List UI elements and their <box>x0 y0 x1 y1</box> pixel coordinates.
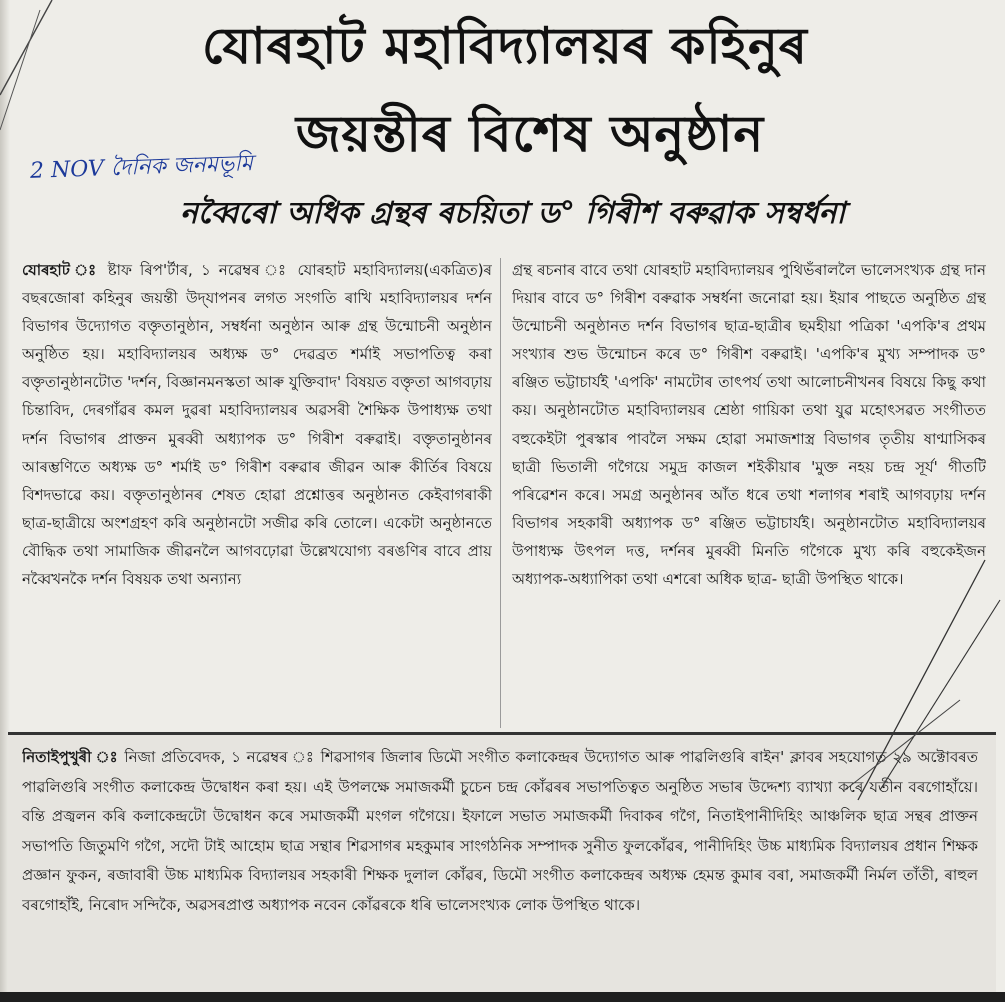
pen-stroke-right-1 <box>858 560 985 800</box>
article-left-body: ষ্টাফ ৰিপ'ৰ্টাৰ, ১ নৱেম্বৰ ঃ যোৰহাট মহাবিদ্যালয়(একত্ৰিত)ৰ বছৰজোৰা কহিনুৰ জয়ন্তী উদ্‌যাপনৰ লগত সংগতি ৰাখি মহাবিদ্যালয়ৰ দৰ্শন বিভাগৰ উদ্যোগত বক্তৃতানুষ্ঠান, সম্বৰ্ধনা অনুষ্ঠান আৰু গ্ৰন্থ উন্মোচনী অনুষ্ঠান অনুষ্ঠিত হয়। মহাবিদ্যালয়ৰ অধ্যক্ষ ড° দেৱব্ৰত শৰ্মাই সভাপতিত্ব কৰা বক্তৃতানুষ্ঠানটোত 'দৰ্শন, বিজ্ঞানমনস্কতা আৰু যুক্তিবাদ' বিষয়ত বক্তৃতা আগবঢ়ায় চিন্তাবিদ, দেৰগাঁৱৰ কমল দুৱৰা মহাবিদ্যালয়ৰ অৱসৰী শৈক্ষিক উপাধ্যক্ষ তথা দৰ্শন বিভাগৰ প্ৰাক্তন মুৰব্বী অধ্যাপক ড° গিৰীশ বৰুৱাই। বক্তৃতানুষ্ঠানৰ আৰম্ভণিতে অধ্যক্ষ ড° শৰ্মাই ড° গিৰীশ বৰুৱাৰ জীৱন আৰু কীৰ্তিৰ বিষয়ে বিশদভাৱে কয়। বক্তৃতানুষ্ঠানৰ শেষত হোৱা প্ৰশ্নোত্তৰ অনুষ্ঠানত কেইবাগৰাকী ছাত্ৰ-ছাত্ৰীয়ে অংশগ্ৰহণ কৰি অনুষ্ঠানটো সজীৱ কৰি তোলে। একেটা অনুষ্ঠানতে বৌদ্ধিক তথা সামাজিক জীৱনলৈ আগবঢ়োৱা উল্লেখযোগ্য বৰঙণিৰ বাবে প্ৰায় নব্বৈখনকৈ দৰ্শন বিষয়ক তথা অন্যান্য <box>22 261 492 589</box>
dateline-nitaipukhuri: নিতাইপুখুৰী ঃ <box>22 748 119 766</box>
subheadline: নব্বৈৰো অধিক গ্ৰন্থৰ ৰচয়িতা ড° গিৰীশ বৰুৱাক সম্বৰ্ধনা <box>179 196 846 231</box>
pen-stroke-top-left-2 <box>0 10 40 130</box>
article-right-body: গ্ৰন্থ ৰচনাৰ বাবে তথা যোৰহাট মহাবিদ্যালয়ৰ পুথিভঁৰাললৈ ভালেসংখ্যক গ্ৰন্থ দান দিয়াৰ বাবে ড° গিৰীশ বৰুৱাক সম্বৰ্ধনা জনোৱা হয়। ইয়াৰ পাছতে অনুষ্ঠিত গ্ৰন্থ উন্মোচনী অনুষ্ঠানত দৰ্শন বিভাগৰ ছাত্ৰ-ছাত্ৰীৰ ছমহীয়া পত্ৰিকা 'এপকি'ৰ প্ৰথম সংখ্যাৰ শুভ উন্মোচন কৰে ড° গিৰীশ বৰুৱাই। 'এপকি'ৰ মুখ্য সম্পাদক ড° ৰঞ্জিত ভট্টাচাৰ্যই 'এপকি' নামটোৰ তাৎপৰ্য তথা আলোচনীখনৰ বিষয়ে কিছু কথা কয়। অনুষ্ঠানটোত মহাবিদ্যালয়ৰ শ্ৰেষ্ঠা গায়িকা তথা যুৱ মহোৎসৱত সংগীতত বহুকেইটা পুৰস্কাৰ পাবলৈ সক্ষম হোৱা সমাজশাস্ত্ৰ বিভাগৰ তৃতীয় ষাণ্মাসিকৰ ছাত্ৰী ভিতালী গগৈয়ে সমুদ্ৰ কাজল শইকীয়াৰ 'মুক্ত নহয় চন্দ্ৰ সূৰ্য' গীতটি পৰিৱেশন কৰে। সমগ্ৰ অনুষ্ঠানৰ আঁত ধৰে তথা শলাগৰ শৰাই আগবঢ়ায় দৰ্শন বিভাগৰ সহকাৰী অধ্যাপক ড° ৰঞ্জিত ভট্টাচাৰ্যই। অনুষ্ঠানটোত মহাবিদ্যালয়ৰ উপাধ্যক্ষ উৎপল দত্ত, দৰ্শনৰ মুৰব্বী মিনতি গগৈকে মুখ্য কৰি বহুকেইজন অধ্যাপক-অধ্যাপিকা তথা এশৰো অধিক ছাত্ৰ- ছাত্ৰী উপস্থিত থাকে। <box>512 261 986 589</box>
bottom-edge <box>0 992 1005 1002</box>
dateline-jorhat: যোৰহাট ঃ <box>22 261 100 279</box>
pen-stroke-right-2 <box>880 600 1000 790</box>
headline-line-2: জয়ন্তীৰ বিশেষ অনুষ্ঠান <box>295 105 765 163</box>
pen-stroke-top-left <box>0 0 52 95</box>
pen-stroke-right-3 <box>845 700 960 790</box>
handwritten-date-note: 2 NOV দৈনিক জনমভূমি <box>29 151 254 184</box>
headline-line-1: যোৰহাট মহাবিদ্যালয়ৰ কহিনুৰ <box>202 17 808 75</box>
box-article-body: নিজা প্ৰতিবেদক, ১ নৱেম্বৰ ঃ শিৱসাগৰ জিলাৰ ডিমৌ সংগীত কলাকেন্দ্ৰৰ উদ্যোগত আৰু পাৱলিগুৰি ৰাইন' ক্লাবৰ সহযোগত ২৯ অক্টোবৰত পাৱলিগুৰি সংগীত কলাকেন্দ্ৰ উদ্বোধন কৰা হয়। এই উপলক্ষে সমাজকৰ্মী চুচেন চন্দ্ৰ কোঁৱৰৰ সভাপতিত্বত অনুষ্ঠিত সভাৰ উদ্দেশ্য ব্যাখ্যা কৰে যতীন বৰগোহাঁয়ে। বন্তি প্ৰজ্বলন কৰি কলাকেন্দ্ৰটো উদ্বোধন কৰে সমাজকৰ্মী মংগল গগৈয়ে। ইফালে সভাত সমাজকৰ্মী দিবাকৰ গগৈ, নিতাইপানীদিহিং আঞ্চলিক ছাত্ৰ সন্থৰ প্ৰাক্তন সভাপতি জিতুমণি গগৈ, সদৌ টাই আহোম ছাত্ৰ সন্থাৰ শিৱসাগৰ মহকুমাৰ সাংগঠনিক সম্পাদক সুনীত ফুলকোঁৱৰ, পানীদিহিং উচ্চ মাধ্যমিক বিদ্যালয়ৰ প্ৰধান শিক্ষক প্ৰজ্ঞান ফুকন, ৰজাবাৰী উচ্চ মাধ্যমিক বিদ্যালয়ৰ সহকাৰী শিক্ষক দুলাল কোঁৱৰ, ডিমৌ সংগীত কলাকেন্দ্ৰৰ অধ্যক্ষ হেমন্ত কুমাৰ বৰা, সমাজকৰ্মী নিৰ্মল তাঁতী, ৰাহুল বৰগোহাঁই, নিৰোদ সন্দিকৈ, অৱসৰপ্ৰাপ্ত অধ্যাপক নবেন কোঁৱৰকে ধৰি ভালেসংখ্যক লোক উপস্থিত থাকে। <box>22 748 978 914</box>
